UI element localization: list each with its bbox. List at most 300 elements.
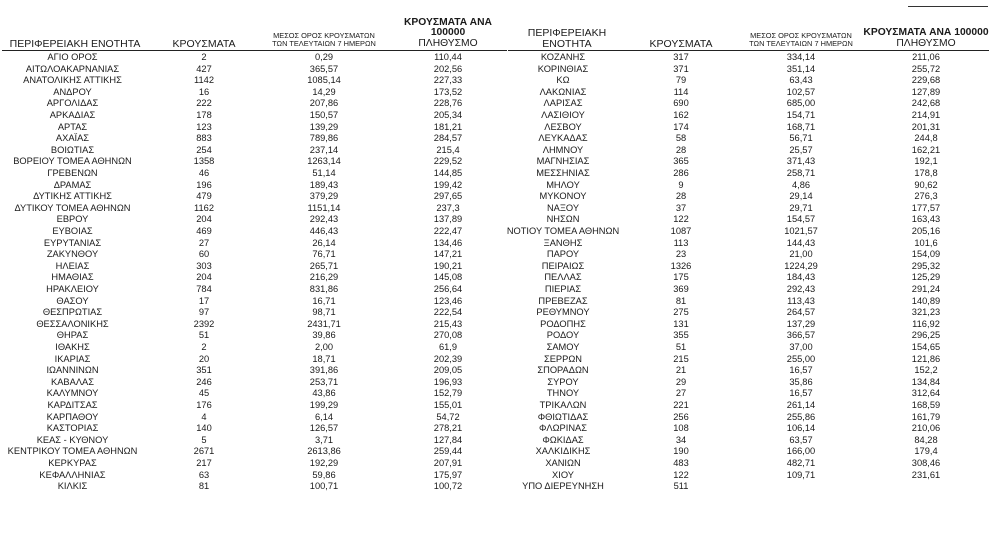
seven-day-average-cell: 39,86 bbox=[312, 330, 336, 341]
cases-per-100k-cell: 296,25 bbox=[911, 330, 941, 341]
table-row bbox=[0, 481, 510, 492]
cases-cell: 29 bbox=[675, 376, 687, 387]
region-name-cell: ΔΥΤΙΚΗΣ ΑΤΤΙΚΗΣ bbox=[33, 191, 112, 202]
cases-per-100k-cell: 201,31 bbox=[911, 121, 941, 132]
cases-per-100k-cell: 154,09 bbox=[911, 249, 941, 260]
cases-cell: 1162 bbox=[194, 202, 214, 213]
seven-day-average-cell: 1151,14 bbox=[307, 202, 341, 213]
cases-cell: 275 bbox=[673, 307, 689, 318]
cases-per-100k-cell: 168,59 bbox=[911, 400, 941, 410]
cases-cell: 222 bbox=[196, 98, 212, 109]
region-name-cell: ΘΗΡΑΣ bbox=[56, 330, 89, 341]
cases-cell: 1326 bbox=[670, 260, 692, 271]
cases-per-100k-cell: 237,3 bbox=[436, 202, 460, 213]
region-name-cell: ΚΑΣΤΟΡΙΑΣ bbox=[46, 423, 99, 434]
cases-cell: 365 bbox=[673, 156, 689, 167]
header-avg-line2: ΤΩΝ ΤΕΛΕΥΤΑΙΩΝ 7 ΗΜΕΡΩΝ bbox=[272, 39, 376, 49]
seven-day-average-cell: 1224,29 bbox=[784, 260, 818, 271]
seven-day-average-cell: 126,57 bbox=[309, 423, 339, 434]
cases-per-100k-cell: 101,6 bbox=[914, 237, 938, 248]
region-name-cell: ΙΘΑΚΗΣ bbox=[55, 342, 90, 352]
table-row bbox=[0, 249, 510, 260]
cases-cell: 45 bbox=[198, 388, 210, 399]
header-rate-line1: ΚΡΟΥΣΜΑΤΑ ΑΝΑ 100000 bbox=[863, 27, 989, 39]
region-name-cell: ΗΡΑΚΛΕΙΟΥ bbox=[46, 284, 99, 294]
cases-cell: 303 bbox=[196, 260, 212, 271]
cases-per-100k-cell: 127,84 bbox=[433, 434, 463, 445]
table-row bbox=[0, 388, 510, 399]
region-name-cell: ΔΡΑΜΑΣ bbox=[53, 179, 92, 190]
cases-cell: 122 bbox=[673, 214, 689, 225]
cases-per-100k-cell: 202,56 bbox=[433, 63, 463, 74]
cases-cell: 2 bbox=[201, 52, 207, 62]
cases-per-100k-cell: 84,28 bbox=[914, 434, 938, 445]
table-row bbox=[506, 98, 1000, 109]
cases-per-100k-cell: 181,21 bbox=[433, 121, 463, 132]
cases-per-100k-cell: 123,46 bbox=[433, 295, 463, 306]
table-row bbox=[0, 64, 510, 75]
seven-day-average-cell: 51,14 bbox=[312, 168, 336, 178]
seven-day-average-cell: 113,43 bbox=[787, 295, 815, 306]
cases-per-100k-cell: 145,08 bbox=[433, 272, 463, 283]
cases-cell: 37 bbox=[675, 202, 687, 213]
header-region-label: ΠΕΡΙΦΕΡΕΙΑΚΗ ΕΝΟΤΗΤΑ bbox=[9, 37, 141, 50]
table-row bbox=[506, 52, 1000, 63]
region-name-cell: ΧΙΟΥ bbox=[552, 469, 574, 480]
cases-per-100k-cell: 140,89 bbox=[911, 295, 941, 306]
cases-cell: 5 bbox=[201, 434, 207, 445]
table-row bbox=[506, 342, 1000, 353]
region-name-cell: ΚΑΛΥΜΝΟΥ bbox=[46, 388, 99, 399]
table-row bbox=[506, 423, 1000, 434]
table-row bbox=[506, 319, 1000, 330]
cases-cell: 2671 bbox=[193, 446, 215, 457]
cases-cell: 883 bbox=[196, 133, 212, 144]
cases-per-100k-cell: 231,61 bbox=[911, 469, 941, 480]
table-row bbox=[0, 226, 510, 237]
region-name-cell: ΝΗΣΩΝ bbox=[546, 214, 580, 225]
cases-cell: 28 bbox=[675, 191, 687, 202]
table-row bbox=[0, 296, 510, 307]
cases-cell: 17 bbox=[198, 295, 210, 306]
region-name-cell: ΛΑΣΙΘΙΟΥ bbox=[541, 110, 585, 120]
region-name-cell: ΜΥΚΟΝΟΥ bbox=[539, 191, 587, 202]
table-row bbox=[506, 261, 1000, 272]
cases-per-100k-cell: 209,05 bbox=[433, 365, 463, 376]
cases-cell: 27 bbox=[198, 237, 210, 248]
region-name-cell: ΗΛΕΙΑΣ bbox=[55, 260, 90, 271]
cases-cell: 469 bbox=[196, 226, 212, 236]
seven-day-average-cell: 0,29 bbox=[314, 52, 334, 62]
seven-day-average-cell: 371,43 bbox=[786, 156, 816, 167]
cases-cell: 60 bbox=[198, 249, 210, 260]
region-name-cell: ΑΝΑΤΟΛΙΚΗΣ ΑΤΤΙΚΗΣ bbox=[23, 75, 122, 86]
seven-day-average-cell: 334,14 bbox=[786, 52, 816, 62]
cases-cell: 123 bbox=[196, 121, 212, 132]
table-row bbox=[506, 446, 1000, 457]
cases-per-100k-cell: 178,8 bbox=[914, 168, 938, 178]
cases-cell: 221 bbox=[673, 400, 689, 410]
seven-day-average-cell: 482,71 bbox=[786, 458, 816, 468]
cases-cell: 256 bbox=[673, 411, 689, 422]
table-row bbox=[0, 458, 510, 469]
cases-per-100k-cell: 308,46 bbox=[911, 458, 941, 468]
region-name-cell: ΒΟΙΩΤΙΑΣ bbox=[50, 144, 95, 155]
table-row bbox=[0, 122, 510, 133]
cases-cell: 58 bbox=[675, 133, 687, 144]
seven-day-average-cell: 16,71 bbox=[312, 295, 336, 306]
seven-day-average-cell: 168,71 bbox=[786, 121, 816, 132]
region-name-cell: ΠΕΙΡΑΙΩΣ bbox=[541, 260, 585, 271]
region-name-cell: ΧΑΛΚΙΔΙΚΗΣ bbox=[535, 446, 591, 457]
seven-day-average-cell: 216,29 bbox=[309, 272, 339, 283]
cases-per-100k-cell: 192,1 bbox=[914, 156, 938, 167]
cases-cell: 108 bbox=[673, 423, 689, 434]
header-cases-left bbox=[148, 30, 260, 50]
cases-cell: 20 bbox=[198, 353, 210, 364]
cases-per-100k-cell: 199,42 bbox=[433, 179, 463, 190]
region-name-cell: ΦΘΙΩΤΙΔΑΣ bbox=[537, 411, 589, 422]
cases-cell: 114 bbox=[673, 86, 689, 97]
cases-cell: 1358 bbox=[193, 156, 215, 167]
cases-per-100k-cell: 284,57 bbox=[433, 133, 463, 144]
region-name-cell: ΚΑΡΔΙΤΣΑΣ bbox=[47, 400, 98, 410]
region-name-cell: ΝΟΤΙΟΥ ΤΟΜΕΑ ΑΘΗΝΩΝ bbox=[506, 226, 620, 236]
table-row bbox=[506, 365, 1000, 376]
table-row bbox=[0, 319, 510, 330]
cases-per-100k-cell: 228,76 bbox=[433, 98, 463, 109]
table-row bbox=[0, 191, 510, 202]
cases-cell: 51 bbox=[675, 342, 687, 352]
seven-day-average-cell: 253,71 bbox=[309, 376, 339, 387]
region-name-cell: ΜΕΣΣΗΝΙΑΣ bbox=[536, 168, 590, 178]
cases-cell: 175 bbox=[673, 272, 689, 283]
table-row bbox=[0, 446, 510, 457]
seven-day-average-cell: 109,71 bbox=[786, 469, 816, 480]
table-row bbox=[0, 272, 510, 283]
cases-per-100k-cell: 116,92 bbox=[912, 318, 940, 329]
cases-cell: 690 bbox=[673, 98, 689, 109]
cases-per-100k-cell: 210,06 bbox=[911, 423, 941, 434]
seven-day-average-cell: 59,86 bbox=[312, 469, 336, 480]
table-row bbox=[506, 87, 1000, 98]
seven-day-average-cell: 21,00 bbox=[789, 249, 813, 260]
table-row bbox=[506, 400, 1000, 411]
region-name-cell: ΣΥΡΟΥ bbox=[547, 376, 579, 387]
header-rate-line1: ΚΡΟΥΣΜΑΤΑ ΑΝΑ 100000 bbox=[404, 17, 492, 39]
seven-day-average-cell: 25,57 bbox=[789, 144, 813, 155]
cases-cell: 131 bbox=[673, 318, 689, 329]
table-row bbox=[506, 133, 1000, 144]
seven-day-average-cell: 2613,86 bbox=[307, 446, 341, 457]
region-name-cell: ΜΗΛΟΥ bbox=[546, 179, 580, 190]
region-name-cell: ΛΗΜΝΟΥ bbox=[542, 144, 584, 155]
table-row bbox=[0, 133, 510, 144]
table-row bbox=[506, 75, 1000, 86]
table-row bbox=[0, 423, 510, 434]
header-region-left bbox=[0, 30, 150, 50]
cases-per-100k-cell: 127,89 bbox=[911, 86, 941, 97]
seven-day-average-cell: 292,43 bbox=[786, 284, 816, 294]
seven-day-average-cell: 255,86 bbox=[786, 411, 816, 422]
region-name-cell: ΗΜΑΘΙΑΣ bbox=[51, 272, 94, 283]
cases-cell: 140 bbox=[196, 423, 212, 434]
cases-per-100k-cell: 222,47 bbox=[433, 226, 463, 236]
seven-day-average-cell: 154,71 bbox=[786, 110, 816, 120]
cases-per-100k-cell: 276,3 bbox=[914, 191, 938, 202]
cases-per-100k-cell: 179,4 bbox=[914, 446, 938, 457]
region-name-cell: ΑΡΚΑΔΙΑΣ bbox=[49, 110, 96, 120]
cases-cell: 122 bbox=[673, 469, 689, 480]
region-name-cell: ΣΑΜΟΥ bbox=[546, 342, 580, 352]
cases-per-100k-cell: 144,85 bbox=[433, 168, 463, 178]
header-cases-label: ΚΡΟΥΣΜΑΤΑ bbox=[172, 37, 236, 50]
cases-per-100k-cell: 291,24 bbox=[911, 284, 941, 294]
cases-per-100k-cell: 214,91 bbox=[911, 110, 941, 120]
cases-cell: 371 bbox=[673, 63, 689, 74]
table-row bbox=[506, 64, 1000, 75]
table-row bbox=[0, 342, 510, 353]
cases-per-100k-cell: 175,97 bbox=[433, 469, 463, 480]
seven-day-average-cell: 261,14 bbox=[786, 400, 816, 410]
cases-per-100k-cell: 295,32 bbox=[911, 260, 941, 271]
cases-per-100k-cell: 163,43 bbox=[911, 214, 941, 225]
table-row bbox=[506, 412, 1000, 423]
table-row bbox=[506, 354, 1000, 365]
region-name-cell: ΕΥΒΟΙΑΣ bbox=[52, 226, 93, 236]
cases-cell: 215 bbox=[673, 353, 689, 364]
region-name-cell: ΔΥΤΙΚΟΥ ΤΟΜΕΑ ΑΘΗΝΩΝ bbox=[14, 202, 131, 213]
seven-day-average-cell: 207,86 bbox=[309, 98, 339, 109]
cases-per-100k-cell: 255,72 bbox=[911, 63, 941, 74]
region-name-cell: ΘΑΣΟΥ bbox=[56, 295, 89, 306]
header-rate-line2: ΠΛΗΘΥΣΜΟ bbox=[418, 37, 478, 49]
region-name-cell: ΠΡΕΒΕΖΑΣ bbox=[538, 295, 588, 306]
region-name-cell: ΚΕΦΑΛΛΗΝΙΑΣ bbox=[39, 469, 106, 480]
table-row bbox=[506, 330, 1000, 341]
cases-per-100k-cell: 205,34 bbox=[433, 110, 463, 120]
table-row bbox=[0, 180, 510, 191]
table-row bbox=[0, 400, 510, 411]
cases-cell: 479 bbox=[196, 191, 212, 202]
region-name-cell: ΦΛΩΡΙΝΑΣ bbox=[538, 423, 588, 434]
cases-per-100k-cell: 152,2 bbox=[914, 365, 938, 376]
seven-day-average-cell: 1021,57 bbox=[784, 226, 818, 236]
region-name-cell: ΤΗΝΟΥ bbox=[546, 388, 580, 399]
seven-day-average-cell: 18,71 bbox=[312, 353, 336, 364]
header-region-label: ΠΕΡΙΦΕΡΕΙΑΚΗ ΕΝΟΤΗΤΑ bbox=[527, 27, 607, 50]
table-row bbox=[506, 191, 1000, 202]
region-name-cell: ΣΠΟΡΑΔΩΝ bbox=[537, 365, 589, 376]
cases-cell: 246 bbox=[196, 376, 212, 387]
region-name-cell: ΛΑΡΙΣΑΣ bbox=[543, 98, 583, 109]
cases-cell: 27 bbox=[675, 388, 687, 399]
cases-per-100k-cell: 137,89 bbox=[433, 214, 463, 225]
seven-day-average-cell: 16,57 bbox=[789, 388, 813, 399]
table-row bbox=[506, 168, 1000, 179]
region-name-cell: ΜΑΓΝΗΣΙΑΣ bbox=[536, 156, 590, 167]
seven-day-average-cell: 258,71 bbox=[786, 168, 816, 178]
table-row bbox=[0, 87, 510, 98]
cases-per-100k-cell: 90,62 bbox=[914, 179, 938, 190]
region-name-cell: ΚΟΖΑΝΗΣ bbox=[540, 52, 586, 62]
cases-cell: 23 bbox=[675, 249, 687, 260]
seven-day-average-cell: 100,71 bbox=[309, 481, 339, 492]
region-name-cell: ΕΥΡΥΤΑΝΙΑΣ bbox=[43, 237, 102, 248]
cases-per-100k-cell: 211,06 bbox=[912, 52, 940, 62]
region-name-cell: ΑΡΤΑΣ bbox=[57, 121, 88, 132]
table-row bbox=[0, 75, 510, 86]
region-name-cell: ΑΙΤΩΛΟΑΚΑΡΝΑΝΙΑΣ bbox=[25, 63, 120, 74]
region-name-cell: ΖΑΚΥΝΘΟΥ bbox=[46, 249, 99, 260]
table-row bbox=[506, 226, 1000, 237]
cases-cell: 204 bbox=[196, 214, 212, 225]
header-rate-line2: ΠΛΗΘΥΣΜΟ bbox=[896, 37, 956, 49]
seven-day-average-cell: 379,29 bbox=[309, 191, 339, 202]
cases-cell: 369 bbox=[673, 284, 689, 294]
cases-cell: 113 bbox=[673, 237, 689, 248]
region-name-cell: ΚΕΝΤΡΙΚΟΥ ΤΟΜΕΑ ΑΘΗΝΩΝ bbox=[7, 446, 138, 457]
cases-cell: 317 bbox=[673, 52, 689, 62]
cases-per-100k-cell: 110,44 bbox=[434, 52, 462, 62]
seven-day-average-cell: 98,71 bbox=[312, 307, 336, 318]
cases-cell: 784 bbox=[196, 284, 212, 294]
cases-per-100k-cell: 134,84 bbox=[911, 376, 941, 387]
cases-per-100k-cell: 155,01 bbox=[433, 400, 463, 410]
region-name-cell: ΚΟΡΙΝΘΙΑΣ bbox=[537, 63, 589, 74]
seven-day-average-cell: 26,14 bbox=[312, 237, 336, 248]
seven-day-average-cell: 685,00 bbox=[786, 98, 816, 109]
cases-per-100k-cell: 125,29 bbox=[911, 272, 941, 283]
seven-day-average-cell: 184,43 bbox=[786, 272, 816, 283]
region-name-cell: ΛΕΣΒΟΥ bbox=[544, 121, 582, 132]
table-row bbox=[506, 214, 1000, 225]
seven-day-average-cell: 150,57 bbox=[309, 110, 339, 120]
seven-day-average-cell: 16,57 bbox=[789, 365, 813, 376]
table-row bbox=[506, 470, 1000, 481]
cases-cell: 174 bbox=[673, 121, 689, 132]
cases-per-100k-cell: 61,9 bbox=[438, 342, 458, 352]
table-row bbox=[0, 168, 510, 179]
table-row bbox=[506, 458, 1000, 469]
seven-day-average-cell: 2,00 bbox=[314, 342, 334, 352]
seven-day-average-cell: 102,57 bbox=[786, 86, 816, 97]
seven-day-average-cell: 292,43 bbox=[309, 214, 339, 225]
cases-cell: 162 bbox=[673, 110, 689, 120]
region-name-cell: ΘΕΣΠΡΩΤΙΑΣ bbox=[42, 307, 103, 318]
table-row bbox=[0, 377, 510, 388]
table-row bbox=[0, 307, 510, 318]
table-row bbox=[506, 238, 1000, 249]
seven-day-average-cell: 189,43 bbox=[309, 179, 339, 190]
seven-day-average-cell: 37,00 bbox=[789, 342, 813, 352]
seven-day-average-cell: 1263,14 bbox=[307, 156, 341, 167]
cases-cell: 511 bbox=[673, 481, 689, 492]
table-row bbox=[506, 388, 1000, 399]
cases-per-100k-cell: 242,68 bbox=[911, 98, 941, 109]
seven-day-average-cell: 154,57 bbox=[786, 214, 816, 225]
region-name-cell: ΑΓΙΟ ΟΡΟΣ bbox=[47, 52, 98, 62]
cases-cell: 46 bbox=[198, 168, 210, 178]
header-avg-right bbox=[739, 22, 863, 50]
cases-per-100k-cell: 121,86 bbox=[911, 353, 941, 364]
cases-cell: 21 bbox=[675, 365, 687, 376]
seven-day-average-cell: 2431,71 bbox=[307, 318, 341, 329]
region-name-cell: ΛΕΥΚΑΔΑΣ bbox=[538, 133, 588, 144]
cases-per-100k-cell: 244,8 bbox=[914, 133, 938, 144]
cases-cell: 16 bbox=[198, 86, 210, 97]
cases-per-100k-cell: 215,43 bbox=[433, 318, 463, 329]
table-row bbox=[506, 122, 1000, 133]
table-row bbox=[506, 145, 1000, 156]
seven-day-average-cell: 63,57 bbox=[789, 434, 813, 445]
seven-day-average-cell: 43,86 bbox=[312, 388, 336, 399]
table-row bbox=[506, 296, 1000, 307]
cases-per-100k-cell: 227,33 bbox=[433, 75, 463, 86]
region-name-cell: ΠΑΡΟΥ bbox=[546, 249, 580, 260]
seven-day-average-cell: 3,71 bbox=[314, 434, 334, 445]
table-row bbox=[506, 481, 1000, 492]
cases-per-100k-cell: 162,21 bbox=[911, 144, 941, 155]
cases-cell: 254 bbox=[196, 144, 212, 155]
header-avg-line2: ΤΩΝ ΤΕΛΕΥΤΑΙΩΝ 7 ΗΜΕΡΩΝ bbox=[749, 39, 853, 49]
table-row bbox=[506, 180, 1000, 191]
region-name-cell: ΚΑΡΠΑΘΟΥ bbox=[46, 411, 99, 422]
cases-per-100k-cell: 161,79 bbox=[911, 411, 941, 422]
region-name-cell: ΣΕΡΡΩΝ bbox=[543, 353, 582, 364]
seven-day-average-cell: 35,86 bbox=[789, 376, 813, 387]
table-row bbox=[0, 214, 510, 225]
region-name-cell: ΓΡΕΒΕΝΩΝ bbox=[47, 168, 98, 178]
cases-cell: 4 bbox=[201, 411, 207, 422]
header-rate-right bbox=[863, 22, 989, 50]
header-rule-right bbox=[508, 50, 989, 51]
cases-per-100k-cell: 278,21 bbox=[433, 423, 463, 434]
cases-per-100k-cell: 202,39 bbox=[433, 353, 463, 364]
seven-day-average-cell: 237,14 bbox=[309, 144, 339, 155]
seven-day-average-cell: 1085,14 bbox=[307, 75, 341, 86]
seven-day-average-cell: 831,86 bbox=[309, 284, 339, 294]
seven-day-average-cell: 106,14 bbox=[786, 423, 816, 434]
table-row bbox=[506, 272, 1000, 283]
seven-day-average-cell: 29,71 bbox=[789, 202, 813, 213]
cases-cell: 81 bbox=[198, 481, 210, 492]
seven-day-average-cell: 4,86 bbox=[791, 179, 811, 190]
cases-cell: 28 bbox=[675, 144, 687, 155]
seven-day-average-cell: 446,43 bbox=[309, 226, 339, 236]
region-name-cell: ΚΩ bbox=[556, 75, 570, 86]
cases-cell: 81 bbox=[675, 295, 687, 306]
region-name-cell: ΚΑΒΑΛΑΣ bbox=[51, 376, 94, 387]
seven-day-average-cell: 351,14 bbox=[786, 63, 816, 74]
table-row bbox=[506, 435, 1000, 446]
cases-cell: 178 bbox=[196, 110, 212, 120]
cases-cell: 63 bbox=[198, 469, 210, 480]
region-name-cell: ΡΟΔΟΥ bbox=[546, 330, 580, 341]
cases-per-100k-cell: 177,57 bbox=[911, 202, 941, 213]
table-row bbox=[0, 110, 510, 121]
region-name-cell: ΧΑΝΙΩΝ bbox=[545, 458, 581, 468]
region-name-cell: ΡΟΔΟΠΗΣ bbox=[540, 318, 586, 329]
seven-day-average-cell: 6,14 bbox=[314, 411, 334, 422]
region-name-cell: ΙΚΑΡΙΑΣ bbox=[54, 353, 91, 364]
cases-cell: 79 bbox=[675, 75, 687, 86]
cases-per-100k-cell: 321,23 bbox=[911, 307, 941, 318]
table-row bbox=[0, 412, 510, 423]
seven-day-average-cell: 166,00 bbox=[786, 446, 816, 457]
table-row bbox=[0, 156, 510, 167]
cases-per-100k-cell: 256,64 bbox=[433, 284, 463, 294]
